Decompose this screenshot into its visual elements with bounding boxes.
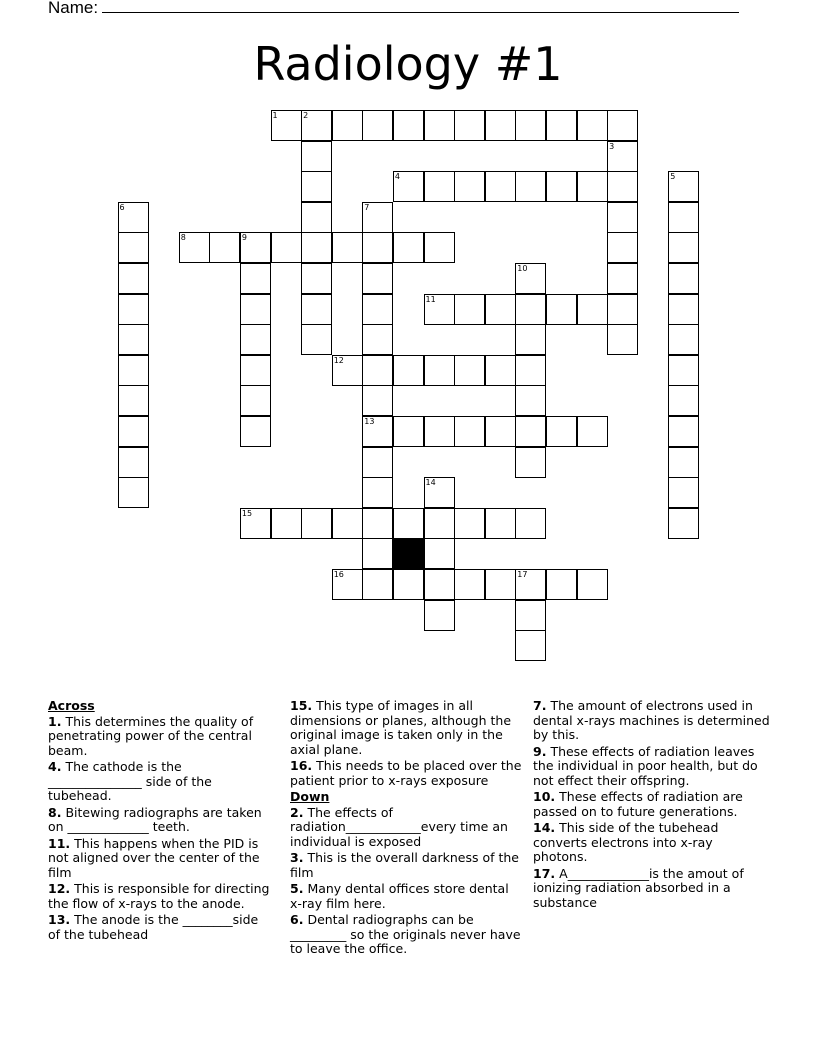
clue-number: 3. (290, 850, 304, 865)
clue-number: 17. (533, 865, 556, 881)
grid-cell[interactable] (668, 202, 699, 233)
grid-cell[interactable] (301, 324, 332, 355)
grid-cell[interactable] (424, 416, 455, 447)
grid-cell[interactable] (301, 202, 332, 233)
grid-cell[interactable] (515, 385, 546, 416)
cell-number: 7 (364, 202, 370, 212)
clue-number: 4. (48, 759, 62, 774)
grid-cell[interactable] (118, 324, 149, 355)
cell-number: 15 (241, 508, 253, 518)
grid-cell[interactable] (393, 416, 424, 447)
grid-cell[interactable] (424, 508, 455, 539)
grid-cell[interactable] (362, 385, 393, 416)
grid-cell[interactable] (362, 538, 393, 569)
down-clue (290, 851, 522, 880)
grid-cell[interactable] (454, 171, 485, 202)
grid-cell[interactable] (607, 232, 638, 263)
grid-cell[interactable] (485, 569, 516, 600)
grid-cell[interactable] (240, 385, 271, 416)
clue-text: The anode is the ________side of the tubehead (48, 912, 259, 942)
clues-column-1 (48, 699, 274, 944)
grid-cell[interactable] (240, 355, 271, 386)
grid-cell[interactable] (515, 263, 546, 294)
across-clue (48, 715, 274, 759)
grid-cell[interactable] (118, 416, 149, 447)
down-clue (290, 913, 522, 957)
grid-cell[interactable] (515, 569, 546, 600)
clue-number: 12. (48, 881, 71, 896)
across-clue (48, 760, 274, 804)
cell-number: 4 (394, 172, 400, 182)
grid-cell[interactable] (362, 263, 393, 294)
cell-number: 13 (364, 417, 375, 426)
cell-number: 11 (425, 294, 436, 304)
clue-number: 8. (48, 804, 62, 820)
grid-cell[interactable] (485, 171, 516, 202)
grid-cell[interactable] (332, 110, 363, 141)
cell-number: 9 (241, 233, 247, 243)
grid-cell[interactable] (240, 232, 271, 263)
grid-cell[interactable] (515, 416, 546, 447)
grid-cell[interactable] (577, 569, 608, 600)
grid-cell[interactable] (393, 355, 424, 386)
grid-cell[interactable] (668, 324, 699, 355)
grid-cell[interactable] (515, 171, 546, 202)
grid-cell[interactable] (240, 294, 271, 325)
grid-cell[interactable] (332, 569, 363, 600)
grid-cell[interactable] (424, 355, 455, 386)
grid-cell[interactable] (546, 110, 577, 141)
clue-number: 16. (290, 758, 313, 773)
clue-text: The effects of radiation____________every time an individual is exposed (290, 804, 508, 849)
grid-cell[interactable] (515, 447, 546, 478)
cell-number: 17 (517, 570, 528, 579)
grid-cell[interactable] (362, 569, 393, 600)
grid-cell[interactable] (515, 508, 546, 539)
grid-cell[interactable] (393, 508, 424, 539)
clue-number: 9. (533, 743, 547, 759)
clue-text: The amount of electrons used in dental x-rays machines is determined by this. (533, 698, 770, 742)
clues-column-3 (533, 699, 771, 912)
grid-cell[interactable] (515, 294, 546, 325)
grid-cell[interactable] (454, 508, 485, 539)
grid-cell[interactable] (577, 416, 608, 447)
clue-text: This is responsible for directing the flow of x-rays to the anode. (48, 881, 270, 911)
cell-number: 3 (609, 141, 615, 151)
grid-cell[interactable] (546, 416, 577, 447)
grid-cell[interactable] (546, 569, 577, 600)
grid-cell[interactable] (607, 263, 638, 294)
grid-cell[interactable] (209, 232, 240, 263)
grid-cell[interactable] (301, 171, 332, 202)
grid-cell[interactable] (515, 355, 546, 386)
clue-text: This is the overall darkness of the film (290, 850, 519, 880)
grid-cell[interactable] (454, 355, 485, 386)
clue-number: 10. (533, 789, 556, 804)
across-clue (48, 837, 274, 881)
clue-number: 2. (290, 804, 304, 820)
grid-cell[interactable] (362, 355, 393, 386)
grid-cell[interactable] (332, 232, 363, 263)
grid-cell[interactable] (668, 508, 699, 539)
grid-cell[interactable] (515, 600, 546, 631)
black-cell (393, 538, 424, 569)
grid-cell[interactable] (240, 263, 271, 294)
grid-cell[interactable] (424, 294, 455, 325)
grid-cell[interactable] (454, 110, 485, 141)
grid-cell[interactable] (485, 508, 516, 539)
clue-text: A_____________is the amout of ionizing radiation absorbed in a substance (533, 865, 744, 910)
grid-cell[interactable] (454, 294, 485, 325)
grid-cell[interactable] (424, 477, 455, 508)
clue-text: These effects of radiation are passed on to future generations. (533, 789, 743, 819)
grid-cell[interactable] (515, 630, 546, 661)
grid-cell[interactable] (118, 202, 149, 233)
grid-cell[interactable] (393, 110, 424, 141)
clue-text: This determines the quality of penetrating power of the central beam. (48, 713, 254, 758)
grid-cell[interactable] (362, 508, 393, 539)
clues-column-2 (290, 699, 522, 959)
grid-cell[interactable] (301, 508, 332, 539)
clue-text: Bitewing radiographs are taken on _____________ teeth. (48, 804, 262, 834)
across-clue (48, 913, 274, 942)
grid-cell[interactable] (362, 110, 393, 141)
grid-cell[interactable] (424, 538, 455, 569)
across-clue (290, 759, 522, 788)
grid-cell[interactable] (577, 294, 608, 325)
clue-number: 1. (48, 713, 62, 729)
grid-cell[interactable] (668, 355, 699, 386)
grid-cell[interactable] (668, 232, 699, 263)
grid-cell[interactable] (577, 171, 608, 202)
clue-text: Dental radiographs can be _________ so the originals never have to leave the office. (290, 912, 521, 956)
grid-cell[interactable] (607, 324, 638, 355)
cell-number: 10 (517, 264, 528, 273)
clue-text: Many dental offices store dental x-ray film here. (290, 881, 509, 911)
grid-cell[interactable] (240, 416, 271, 447)
grid-cell[interactable] (546, 294, 577, 325)
grid-cell[interactable] (668, 294, 699, 325)
grid-cell[interactable] (668, 171, 699, 202)
cell-number: 2 (303, 111, 309, 120)
cell-number: 8 (180, 233, 186, 243)
across-clue (48, 882, 274, 911)
cell-number: 6 (119, 202, 125, 212)
grid-cell[interactable] (485, 355, 516, 386)
clue-number: 6. (290, 912, 304, 927)
down-clue (290, 806, 522, 850)
across-heading: Across (48, 698, 95, 713)
grid-cell[interactable] (118, 447, 149, 478)
grid-cell[interactable] (424, 171, 455, 202)
clue-text: The cathode is the _______________ side of the tubehead. (48, 759, 212, 803)
grid-cell[interactable] (393, 569, 424, 600)
grid-cell[interactable] (577, 110, 608, 141)
down-clue (290, 882, 522, 911)
down-heading: Down (290, 789, 330, 804)
grid-cell[interactable] (118, 477, 149, 508)
grid-cell[interactable] (271, 508, 302, 539)
clue-text: This happens when the PID is not aligned over the center of the film (48, 835, 260, 880)
grid-cell[interactable] (301, 110, 332, 141)
down-clue (533, 699, 771, 743)
grid-cell[interactable] (362, 202, 393, 233)
cell-number: 14 (425, 478, 436, 488)
grid-cell[interactable] (393, 171, 424, 202)
grid-cell[interactable] (607, 171, 638, 202)
grid-cell[interactable] (607, 110, 638, 141)
grid-cell[interactable] (393, 232, 424, 263)
grid-cell[interactable] (301, 294, 332, 325)
grid-cell[interactable] (362, 416, 393, 447)
grid-cell[interactable] (118, 355, 149, 386)
cell-number: 1 (272, 111, 278, 120)
grid-cell[interactable] (301, 232, 332, 263)
grid-cell[interactable] (424, 569, 455, 600)
grid-cell[interactable] (332, 355, 363, 386)
grid-cell[interactable] (668, 477, 699, 508)
down-clue (533, 790, 771, 819)
grid-cell[interactable] (332, 508, 363, 539)
grid-cell[interactable] (118, 294, 149, 325)
grid-cell[interactable] (607, 141, 638, 172)
grid-cell[interactable] (301, 263, 332, 294)
clue-text: This needs to be placed over the patient prior to x-rays exposure (290, 758, 522, 788)
grid-cell[interactable] (668, 447, 699, 478)
grid-cell[interactable] (668, 263, 699, 294)
clue-number: 11. (48, 835, 71, 851)
clue-number: 13. (48, 912, 71, 927)
grid-cell[interactable] (179, 232, 210, 263)
grid-cell[interactable] (668, 416, 699, 447)
grid-cell[interactable] (454, 416, 485, 447)
grid-cell[interactable] (362, 232, 393, 263)
grid-cell[interactable] (485, 294, 516, 325)
grid-cell[interactable] (607, 294, 638, 325)
across-clue (290, 699, 522, 757)
grid-cell[interactable] (362, 324, 393, 355)
grid-cell[interactable] (668, 385, 699, 416)
grid-cell[interactable] (546, 171, 577, 202)
grid-cell[interactable] (240, 324, 271, 355)
cell-number: 12 (333, 355, 344, 365)
down-clue (533, 745, 771, 789)
grid-cell[interactable] (362, 447, 393, 478)
grid-cell[interactable] (485, 110, 516, 141)
grid-cell[interactable] (118, 263, 149, 294)
grid-cell[interactable] (607, 202, 638, 233)
clue-number: 7. (533, 698, 547, 713)
clue-text: These effects of radiation leaves the individual in poor health, but do not effect their offspring. (533, 743, 758, 788)
grid-cell[interactable] (424, 232, 455, 263)
grid-cell[interactable] (362, 294, 393, 325)
grid-cell[interactable] (362, 477, 393, 508)
grid-cell[interactable] (118, 232, 149, 263)
down-clue (533, 821, 771, 865)
grid-cell[interactable] (515, 110, 546, 141)
grid-cell[interactable] (240, 508, 271, 539)
grid-cell[interactable] (271, 110, 302, 141)
grid-cell[interactable] (301, 141, 332, 172)
puzzle-title: Radiology #1 (253, 37, 563, 91)
grid-cell[interactable] (424, 110, 455, 141)
clue-number: 15. (290, 698, 313, 713)
grid-cell[interactable] (515, 324, 546, 355)
clue-text: This side of the tubehead converts electrons into x-ray photons. (533, 820, 719, 864)
clue-number: 5. (290, 881, 304, 896)
across-clue (48, 806, 274, 835)
cell-number: 16 (333, 570, 344, 579)
cell-number: 5 (670, 172, 676, 182)
grid-cell[interactable] (424, 600, 455, 631)
name-label: Name: (48, 0, 99, 17)
grid-cell[interactable] (118, 385, 149, 416)
grid-cell[interactable] (271, 232, 302, 263)
grid-cell[interactable] (454, 569, 485, 600)
grid-cell[interactable] (485, 416, 516, 447)
clue-number: 14. (533, 820, 556, 835)
down-clue (533, 867, 771, 911)
clue-text: This type of images in all dimensions or planes, although the original image is taken only in the axial plane. (290, 698, 512, 757)
